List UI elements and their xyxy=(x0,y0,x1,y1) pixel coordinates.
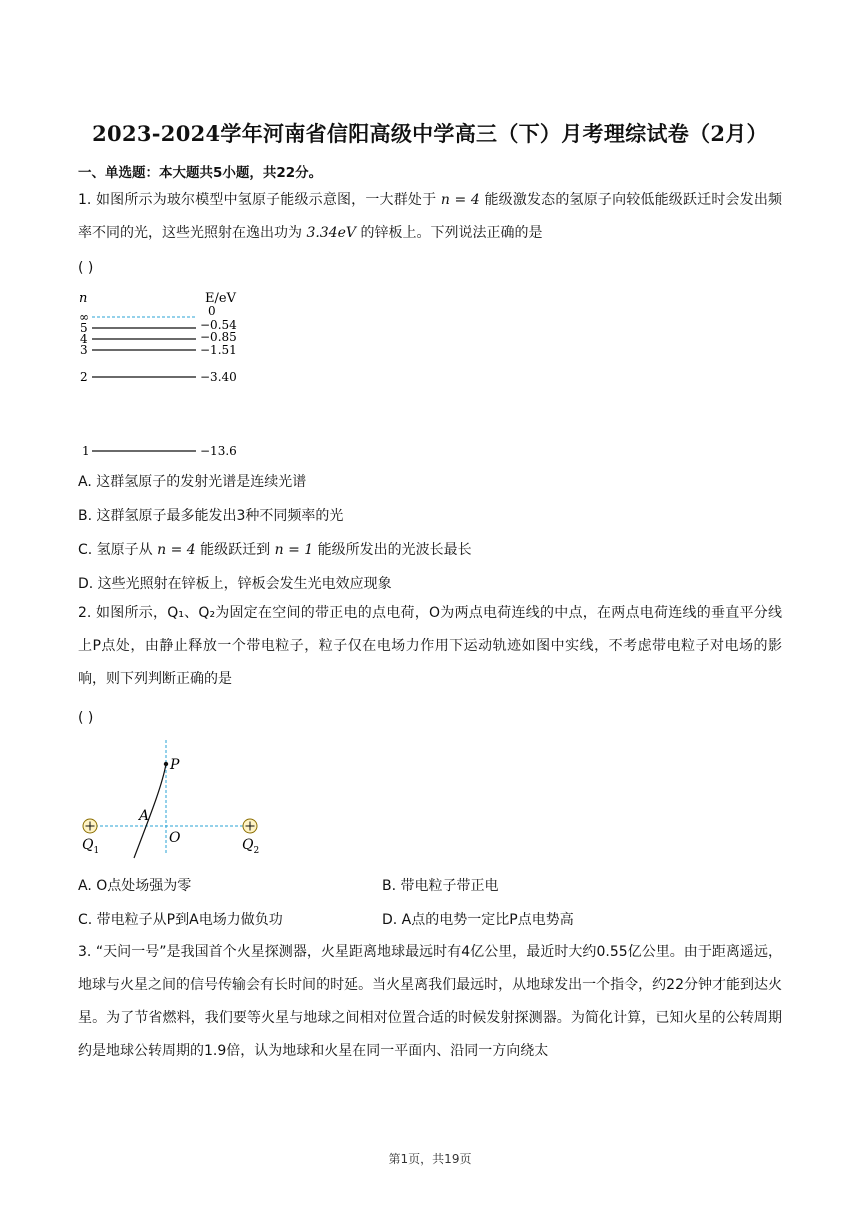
label-a: A xyxy=(139,808,150,824)
level-n-3: 3 xyxy=(80,343,88,357)
level-e-5: −0.54 xyxy=(200,318,237,332)
page-footer: 第1页，共19页 xyxy=(388,1152,472,1166)
page-title: 2023-2024学年河南省信阳高级中学高三（下）月考理综试卷（2月） xyxy=(92,121,768,146)
level-n-5: 5 xyxy=(80,321,88,335)
question-3-stem: 3. “天问一号”是我国首个火星探测器，火星距离地球最远时有4亿公里，最近时大约0.55亿公里。由于距离遥远，地球与火星之间的信号传输会有长时间的时延。当火星离我们最远时，从地球发出一个指令，约22分钟才能到达火星。为了节省燃料，我们要等火星与地球之间相对位置合适的时候发射探测器。为简化计算，已知火星的公转周期约是地球公转周期的1.9倍，认为地球和火星在同一平面内、沿同一方向绕太 xyxy=(78,944,782,1059)
level-e-3: −1.51 xyxy=(200,343,237,357)
question-2-stem: 2. 如图所示，Q₁、Q₂为固定在空间的带正电的点电荷，O为两点电荷连线的中点，在两点电荷连线的垂直平分线上P点处，由静止释放一个带电粒子，粒子仅在电场力作用下运动轨迹如图中实线，不考虑带电粒子对电场的影响，则下列判断正确的是 xyxy=(78,605,782,687)
question-2-answer-paren: ( ) xyxy=(78,710,94,726)
level-e-inf: 0 xyxy=(208,304,216,318)
level-e-1: −13.6 xyxy=(200,444,237,458)
level-n-1: 1 xyxy=(82,444,90,458)
question-1-answer-paren: ( ) xyxy=(78,260,94,276)
level-e-4: −0.85 xyxy=(200,330,237,344)
math-n-eq-4: n = 4 xyxy=(440,192,480,208)
q2-option-d: D. A点的电势一定比P点电势高 xyxy=(382,912,574,928)
q1-option-b: B. 这群氢原子最多能发出3种不同频率的光 xyxy=(78,508,344,524)
e-axis-label: E/eV xyxy=(205,291,236,306)
q1-option-a: A. 这群氢原子的发射光谱是连续光谱 xyxy=(78,474,307,490)
label-q1: $Q_1$ xyxy=(82,837,100,856)
level-n-inf: ∞ xyxy=(79,310,89,324)
q1-option-c: C. 氢原子从 n = 4 能级跃迁到 n = 1 能级所发出的光波长最长 xyxy=(78,542,472,558)
question-1-stem: 1. 如图所示为玻尔模型中氢原子能级示意图，一大群处于 n = 4 能级激发态的氢原子向较低能级跃迁时会发出频率不同的光，这些光照射在逸出功为 3.34eV 的锌板上。下列说法正确的是 xyxy=(78,192,783,241)
label-q2: $Q_2$ xyxy=(242,837,260,856)
charge-field-diagram xyxy=(76,738,276,862)
q1-option-d: D. 这些光照射在锌板上，锌板会发生光电效应现象 xyxy=(78,576,392,592)
energy-level-diagram xyxy=(76,288,256,458)
level-n-2: 2 xyxy=(80,370,88,384)
level-e-2: −3.40 xyxy=(200,370,237,384)
math-work-function: 3.34eV xyxy=(306,225,357,241)
q2-option-a: A. O点处场强为零 xyxy=(78,878,192,894)
label-p: P xyxy=(170,757,180,773)
q2-option-c: C. 带电粒子从P到A电场力做负功 xyxy=(78,912,283,928)
point-p-marker xyxy=(164,762,168,766)
label-o: O xyxy=(169,830,181,846)
level-n-4: 4 xyxy=(80,332,88,346)
n-axis-label: n xyxy=(79,291,88,306)
q2-option-b: B. 带电粒子带正电 xyxy=(382,878,499,894)
section-heading: 一、单选题：本大题共5小题，共22分。 xyxy=(78,165,323,181)
